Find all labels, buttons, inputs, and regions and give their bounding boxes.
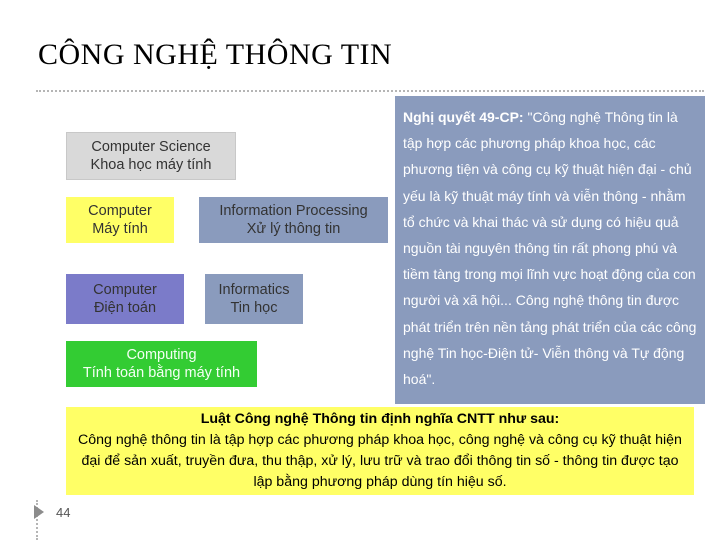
box-information-processing-vi: Xử lý thông tin (246, 221, 341, 237)
box-computing (66, 341, 257, 387)
law-definition-box (66, 407, 694, 495)
box-computer-science (66, 132, 236, 180)
page-number: 44 (56, 505, 71, 520)
resolution-body: "Công nghệ Thông tin là tập hợp các phương pháp khoa học, các phương tiện và công cụ kỹ thuật hiện đại - chủ yếu là kỹ thuật máy tính và viễn thông - nhằm tổ chức và khai thác và sử dụng có hiệu quả nguồn tài nguyên thông tin rất phong phú và tiềm tàng trong mọi lĩnh vực hoạt động của con người và xã hội... Công nghệ thông tin được phát triển trên nền tảng phát triển của các công nghệ Tin học-Điện tử- Viễn thông và Tự động hoá". (403, 109, 697, 388)
box-computer-science-vi: Khoa học máy tính (90, 157, 212, 173)
triangle-right-icon (34, 505, 44, 519)
box-computer-en: Computer (88, 202, 152, 219)
box-computing-vi: Tính toán bằng máy tính (82, 365, 241, 381)
box-informatics-en: Informatics (218, 281, 290, 298)
law-body: Công nghệ thông tin là tập hợp các phương pháp khoa học, công nghệ và công cụ kỹ thuật hiện đại để sản xuất, truyền đưa, thu thập, xử lý, lưu trữ và trao đổi thông tin số - thông tin được tạo lập bằng phương pháp dùng tín hiệu số. (78, 432, 682, 490)
box-computer-science-en: Computer Science (91, 138, 211, 155)
box-computer-dien-toan (66, 274, 184, 324)
slide-title: CÔNG NGHỆ THÔNG TIN (38, 38, 393, 71)
resolution-textbox (395, 96, 705, 404)
box-computing-en: Computing (126, 346, 197, 363)
box-computer (66, 197, 174, 243)
box-computer-dien-toan-vi: Điện toán (93, 300, 157, 316)
top-divider (36, 90, 704, 92)
box-information-processing-en: Information Processing (219, 202, 368, 219)
box-information-processing (199, 197, 388, 243)
box-computer-dien-toan-en: Computer (93, 281, 157, 298)
resolution-heading: Nghị quyết 49-CP: (403, 109, 524, 125)
box-informatics-vi: Tin học (230, 300, 278, 316)
law-heading: Luật Công nghệ Thông tin định nghĩa CNTT như sau: (200, 411, 560, 427)
box-informatics (205, 274, 303, 324)
box-computer-vi: Máy tính (92, 221, 148, 237)
